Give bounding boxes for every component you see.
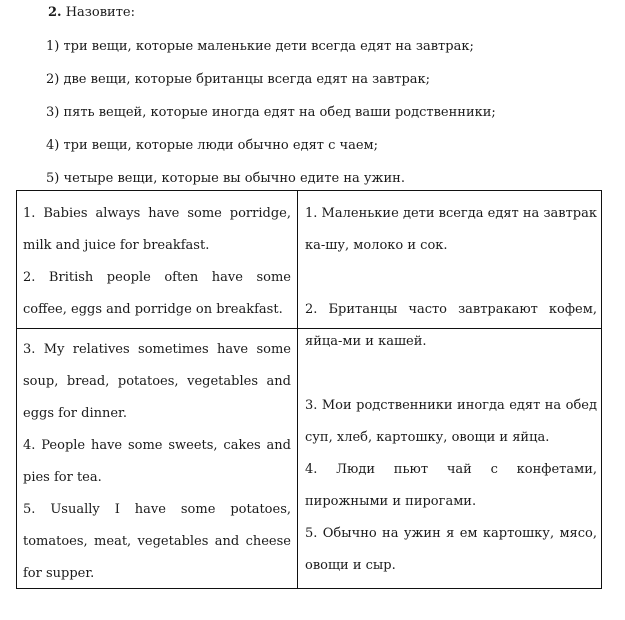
task-title: Назовите: [65, 5, 135, 20]
russian-answer-2: 2. Британцы часто завтракают кофем, яйца-ми и кашей. [305, 302, 597, 349]
english-answer-1: 1. Babies always have some porridge, milk and juice for breakfast. [23, 206, 291, 253]
russian-answer-5: 5. Обычно на ужин я ем картошку, мясо, овощи и сыр. [305, 526, 597, 573]
english-cell-top [23, 198, 291, 326]
english-answer-3: 3. My relatives sometimes have some soup, bread, potatoes, vegetables and eggs for dinner. [23, 342, 291, 421]
task-item-1: 1) три вещи, которые маленькие дети всегда едят на завтрак; [46, 39, 474, 54]
english-answer-5: 5. Usually I have some potatoes, tomatoes, meat, vegetables and cheese for supper. [23, 502, 291, 581]
russian-answer-4: 4. Люди пьют чай с конфетами, пирожными и пирогами. [305, 462, 597, 509]
english-answer-2: 2. British people often have some coffee, eggs and porridge on breakfast. [23, 270, 291, 317]
russian-answer-3: 3. Мои родственники иногда едят на обед суп, хлеб, картошку, овощи и яйца. [305, 398, 597, 445]
column-divider [297, 191, 298, 588]
task-number: 2. [48, 5, 62, 20]
answer-table [16, 190, 602, 589]
task-item-3: 3) пять вещей, которые иногда едят на обед ваши родственники; [46, 105, 496, 120]
russian-column [305, 198, 597, 582]
task-item-2: 2) две вещи, которые британцы всегда едят на завтрак; [46, 72, 431, 87]
english-cell-bottom [23, 334, 291, 590]
english-answer-4: 4. People have some sweets, cakes and pies for tea. [23, 438, 291, 485]
task-heading [48, 4, 135, 22]
task-item-4: 4) три вещи, которые люди обычно едят с чаем; [46, 138, 379, 153]
russian-answer-1: 1. Маленькие дети всегда едят на завтрак ка-шу, молоко и сок. [305, 206, 597, 253]
task-item-5: 5) четыре вещи, которые вы обычно едите на ужин. [46, 171, 405, 186]
